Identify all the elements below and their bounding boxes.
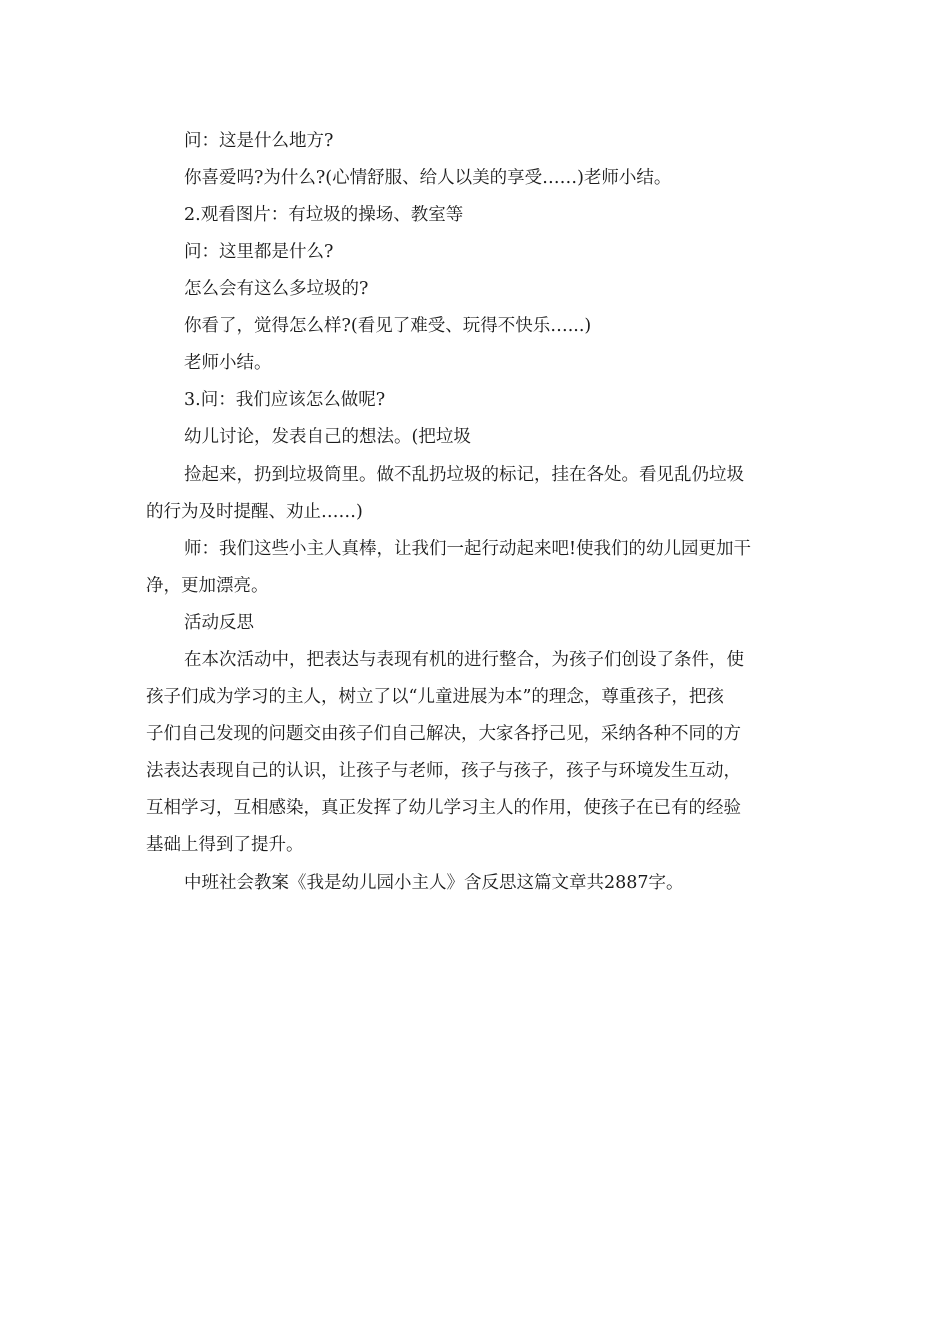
text-line: 孩子们成为学习的主人，树立了以“儿童进展为本”的理念，尊重孩子，把孩	[146, 687, 724, 707]
text-line: 幼儿讨论，发表自己的想法。(把垃圾	[184, 427, 471, 447]
text-line: 捡起来，扔到垃圾筒里。做不乱扔垃圾的标记，挂在各处。看见乱仍垃圾	[184, 465, 744, 485]
text-line: 问：这是什么地方?	[184, 131, 334, 151]
text-line: 的行为及时提醒、劝止……)	[146, 502, 363, 522]
text-line: 在本次活动中，把表达与表现有机的进行整合，为孩子们创设了条件，使	[184, 650, 744, 670]
section-heading: 活动反思	[184, 613, 254, 633]
text-line: 基础上得到了提升。	[146, 835, 304, 855]
text-line: 2.观看图片：有垃圾的操场、教室等	[184, 205, 464, 225]
text-line: 老师小结。	[184, 353, 272, 373]
text-line: 怎么会有这么多垃圾的?	[184, 279, 369, 299]
text-line: 子们自己发现的问题交由孩子们自己解决，大家各抒己见，采纳各种不同的方	[146, 724, 741, 744]
text-line: 你看了，觉得怎么样?(看见了难受、玩得不快乐…...)	[184, 316, 592, 336]
text-line: 师：我们这些小主人真棒，让我们一起行动起来吧!使我们的幼儿园更加干	[184, 539, 752, 559]
text-line: 你喜爱吗?为什么?(心情舒服、给人以美的享受……)老师小结。	[184, 168, 672, 188]
text-line: 净，更加漂亮。	[146, 576, 269, 596]
text-line: 互相学习，互相感染，真正发挥了幼儿学习主人的作用，使孩子在已有的经验	[146, 798, 741, 818]
text-line: 3.问：我们应该怎么做呢?	[184, 390, 386, 410]
text-line: 问：这里都是什么?	[184, 242, 334, 262]
text-line: 法表达表现自己的认识，让孩子与老师，孩子与孩子，孩子与环境发生互动，	[146, 761, 741, 781]
article-footer: 中班社会教案《我是幼儿园小主人》含反思这篇文章共2887字。	[184, 873, 684, 893]
